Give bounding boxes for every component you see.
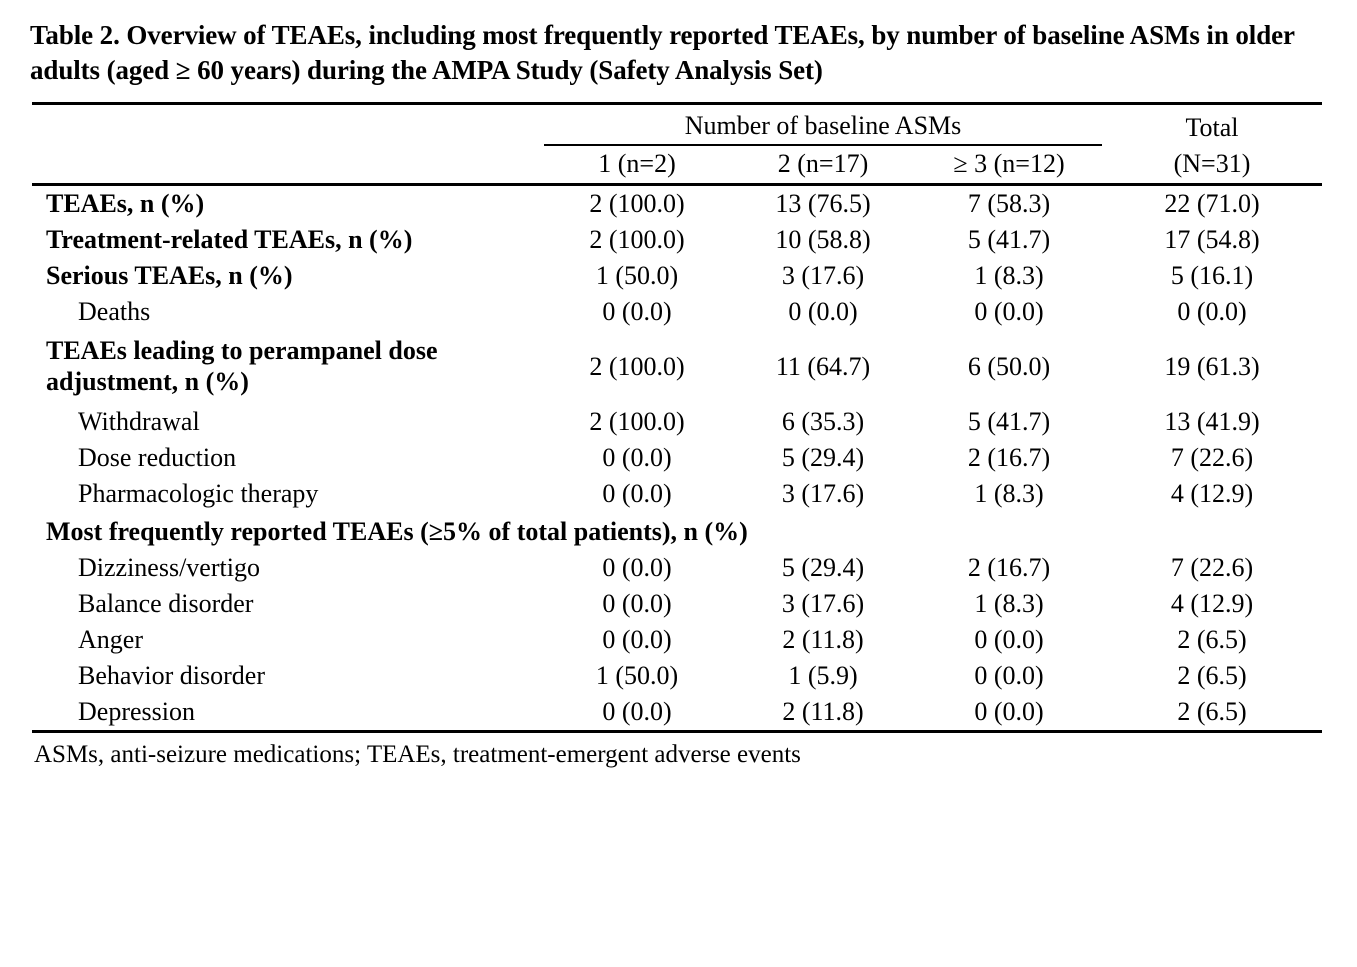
table-row — [32, 586, 1322, 622]
row-value-total: 17 (54.8) — [1164, 225, 1260, 255]
row-label: Deaths — [78, 297, 151, 327]
row-value-asm2: 2 (11.8) — [782, 624, 864, 654]
row-value-total: 4 (12.9) — [1170, 588, 1254, 618]
row-value-asm1: 0 (0.0) — [544, 694, 730, 732]
row-value-asm2: 2 (11.8) — [730, 694, 916, 732]
table-row — [32, 476, 1322, 512]
row-label: Treatment-related TEAEs, n (%) — [46, 225, 413, 255]
table-header-group-row — [32, 104, 1322, 146]
row-value-asm2: 0 (0.0) — [788, 297, 858, 327]
row-label: Serious TEAEs, n (%) — [46, 261, 293, 291]
row-value-asm3plus: 2 (16.7) — [967, 442, 1051, 472]
row-value-total: 7 (22.6) — [1170, 552, 1254, 582]
row-value-total: 2 (6.5) — [1102, 694, 1322, 732]
row-value-asm1: 2 (100.0) — [589, 225, 685, 255]
row-value-total: 2 (6.5) — [1177, 624, 1247, 654]
row-value-total: 2 (6.5) — [1177, 660, 1247, 690]
row-value-asm2: 3 (17.6) — [781, 261, 865, 291]
row-value-total: 0 (0.0) — [1177, 297, 1247, 327]
row-value-asm2: 5 (29.4) — [781, 552, 865, 582]
row-value-total: 5 (16.1) — [1170, 261, 1254, 291]
row-label: Pharmacologic therapy — [78, 478, 319, 508]
table-row — [32, 330, 1322, 403]
table-row — [32, 258, 1322, 294]
row-value-asm2: 3 (17.6) — [781, 588, 865, 618]
row-value-total: 13 (41.9) — [1164, 406, 1260, 436]
row-label: TEAEs leading to perampanel dose adjustment, n (%) — [46, 336, 438, 396]
row-value-asm2: 5 (29.4) — [781, 442, 865, 472]
row-value-asm1: 0 (0.0) — [602, 478, 672, 508]
table-row — [32, 622, 1322, 658]
row-value-total: 19 (61.3) — [1164, 351, 1260, 381]
row-label: Behavior disorder — [78, 660, 266, 690]
header-sub-asm-3plus: ≥ 3 (n=12) — [916, 145, 1102, 185]
row-label: TEAEs, n (%) — [46, 189, 205, 219]
row-value-asm1: 2 (100.0) — [589, 351, 685, 381]
header-spacer — [32, 104, 544, 146]
table-row — [32, 658, 1322, 694]
row-label: Anger — [78, 624, 143, 654]
row-label: Balance disorder — [78, 588, 254, 618]
table-section-header-row — [32, 512, 1322, 550]
row-value-asm3plus: 0 (0.0) — [974, 660, 1044, 690]
row-value-total: 22 (71.0) — [1164, 189, 1260, 219]
row-value-asm3plus: 7 (58.3) — [967, 189, 1051, 219]
row-value-asm3plus: 0 (0.0) — [974, 624, 1044, 654]
table-row — [32, 222, 1322, 258]
row-value-asm3plus: 0 (0.0) — [916, 694, 1102, 732]
row-value-asm1: 0 (0.0) — [602, 624, 672, 654]
header-sub-asm-2: 2 (n=17) — [730, 145, 916, 185]
table-header-sub-row — [32, 145, 1322, 185]
row-value-asm1: 1 (50.0) — [595, 660, 679, 690]
row-value-asm1: 0 (0.0) — [602, 442, 672, 472]
header-group-baseline-asms: Number of baseline ASMs — [544, 104, 1102, 146]
row-value-total: 4 (12.9) — [1170, 478, 1254, 508]
row-value-asm2: 10 (58.8) — [775, 225, 871, 255]
row-value-asm3plus: 1 (8.3) — [974, 478, 1044, 508]
section-header-most-frequent-teaes: Most frequently reported TEAEs (≥5% of total patients), n (%) — [46, 516, 748, 546]
row-value-asm1: 2 (100.0) — [589, 406, 685, 436]
row-value-asm3plus: 1 (8.3) — [974, 261, 1044, 291]
row-value-asm3plus: 1 (8.3) — [974, 588, 1044, 618]
row-value-asm3plus: 2 (16.7) — [967, 552, 1051, 582]
row-value-asm3plus: 0 (0.0) — [974, 297, 1044, 327]
table-caption: Table 2. Overview of TEAEs, including most frequently reported TEAEs, by number of baseline ASMs in older adults (aged ≥ 60 years) during the AMPA Study (Safety Analysis Set) — [30, 20, 1295, 86]
row-value-asm2: 1 (5.9) — [788, 660, 858, 690]
table-row — [32, 440, 1322, 476]
table-row — [32, 550, 1322, 586]
row-label: Withdrawal — [78, 406, 200, 436]
row-value-asm1: 0 (0.0) — [602, 552, 672, 582]
row-label: Dose reduction — [78, 442, 237, 472]
table-row — [32, 404, 1322, 440]
header-sub-total: (N=31) — [1102, 145, 1322, 185]
header-sub-asm-1: 1 (n=2) — [544, 145, 730, 185]
table-row — [32, 185, 1322, 223]
row-label: Dizziness/vertigo — [78, 552, 260, 582]
header-sub-blank — [32, 145, 544, 185]
row-value-asm3plus: 5 (41.7) — [967, 406, 1051, 436]
row-value-asm2: 3 (17.6) — [781, 478, 865, 508]
header-total: Total — [1102, 104, 1322, 146]
teae-overview-table — [32, 102, 1322, 732]
row-value-asm1: 2 (100.0) — [589, 189, 685, 219]
row-value-total: 7 (22.6) — [1170, 442, 1254, 472]
table-footnote: ASMs, anti-seizure medications; TEAEs, treatment-emergent adverse events — [34, 740, 801, 768]
row-label: Depression — [32, 694, 544, 732]
row-value-asm1: 0 (0.0) — [602, 588, 672, 618]
row-value-asm2: 13 (76.5) — [775, 189, 871, 219]
table-row — [32, 294, 1322, 330]
row-value-asm3plus: 5 (41.7) — [967, 225, 1051, 255]
row-value-asm1: 0 (0.0) — [602, 297, 672, 327]
row-value-asm3plus: 6 (50.0) — [967, 351, 1051, 381]
row-value-asm1: 1 (50.0) — [595, 261, 679, 291]
row-value-asm2: 6 (35.3) — [781, 406, 865, 436]
table-row — [32, 694, 1322, 732]
row-value-asm2: 11 (64.7) — [775, 351, 871, 381]
